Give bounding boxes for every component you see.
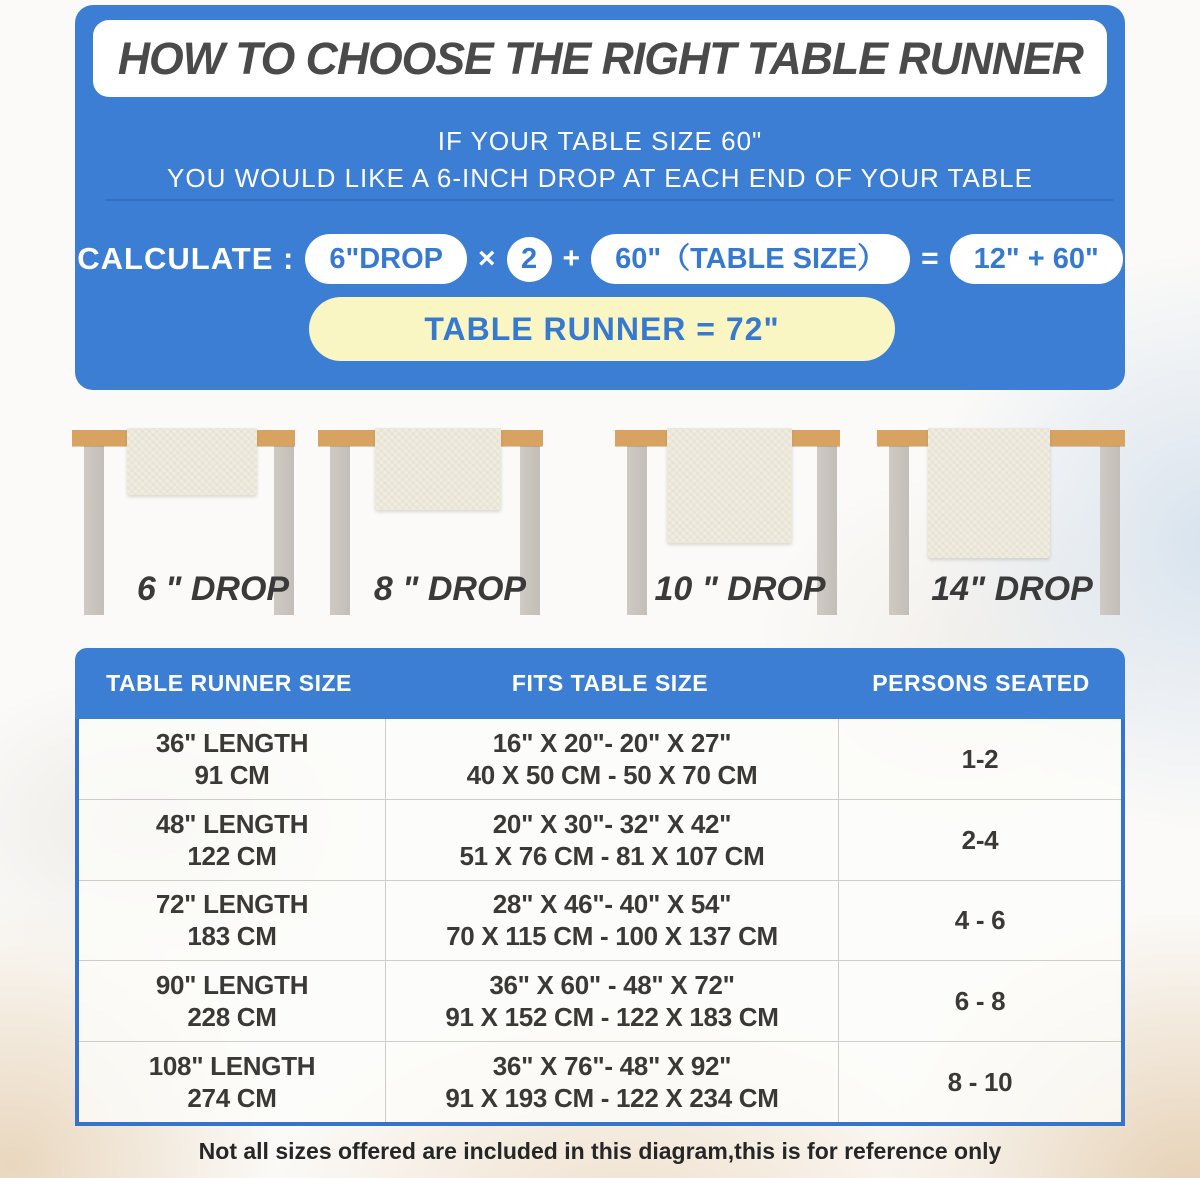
drop-label: 6 " DROP	[136, 570, 290, 608]
table-size-pill: 60"（TABLE SIZE）	[591, 234, 910, 284]
fits-size-inches: 20" X 30"- 32" X 42"	[492, 808, 732, 839]
fits-size-cm: 91 X 193 CM - 122 X 234 CM	[445, 1083, 779, 1114]
footnote: Not all sizes offered are included in this diagram,this is for reference only	[198, 1138, 1002, 1164]
runner-size-inches: 108" LENGTH	[148, 1051, 316, 1082]
fits-size-inches: 16" X 20"- 20" X 27"	[492, 727, 732, 758]
runner-size-cm: 274 CM	[187, 1083, 277, 1114]
multiplier-badge: 2	[507, 237, 552, 282]
runner-size-inches: 48" LENGTH	[155, 808, 309, 839]
page-title: HOW TO CHOOSE THE RIGHT TABLE RUNNER	[117, 32, 1083, 84]
persons-cell: 8 - 10	[947, 1067, 1013, 1098]
fits-size-cm: 40 X 50 CM - 50 X 70 CM	[466, 759, 758, 790]
persons-cell: 4 - 6	[954, 905, 1006, 936]
fits-size-cell	[386, 881, 839, 961]
runner-size-cell	[79, 800, 386, 880]
panel-divider	[105, 199, 1113, 201]
top-panel	[75, 5, 1125, 390]
fits-size-inches: 36" X 60" - 48" X 72"	[489, 970, 735, 1001]
fits-size-cell	[386, 800, 839, 880]
fits-size-cell	[386, 1042, 839, 1122]
plus-symbol: +	[562, 242, 581, 275]
fits-size-inches: 36" X 76"- 48" X 92"	[492, 1051, 732, 1082]
column-header-fits-table-size: FITS TABLE SIZE	[511, 670, 709, 696]
persons-cell: 2-4	[961, 824, 999, 855]
runner-size-cm: 228 CM	[187, 1002, 277, 1033]
title-banner	[93, 20, 1107, 97]
persons-cell: 6 - 8	[954, 986, 1006, 1017]
fits-size-cm: 91 X 152 CM - 122 X 183 CM	[445, 1002, 779, 1033]
runner-result-pill: TABLE RUNNER = 72"	[309, 297, 895, 361]
fits-size-inches: 28" X 46"- 40" X 54"	[492, 889, 732, 920]
equals-symbol: =	[921, 242, 939, 275]
runner-size-cell	[79, 961, 386, 1041]
table-runner	[928, 428, 1050, 558]
runner-size-cm: 91 CM	[194, 759, 270, 790]
subtitle-line-1: IF YOUR TABLE SIZE 60"	[437, 126, 763, 156]
subtitle-line-2: YOU WOULD LIKE A 6-INCH DROP AT EACH END OF YOUR TABLE	[167, 163, 1033, 193]
size-table-body	[75, 719, 1125, 1126]
calculate-label: CALCULATE :	[77, 241, 295, 276]
table-runner	[127, 428, 257, 495]
fits-size-cm: 70 X 115 CM - 100 X 137 CM	[446, 921, 778, 952]
drop-pill: 6"DROP	[305, 234, 467, 284]
runner-size-cm: 183 CM	[187, 921, 277, 952]
runner-size-inches: 36" LENGTH	[155, 727, 309, 758]
runner-size-inches: 72" LENGTH	[155, 889, 309, 920]
table-runner	[375, 428, 501, 510]
persons-cell: 1-2	[961, 743, 999, 774]
subtitle	[75, 123, 1125, 197]
drop-label: 10 " DROP	[654, 570, 826, 608]
size-table-header	[75, 648, 1125, 719]
drop-label: 14" DROP	[931, 570, 1093, 608]
fits-size-cm: 51 X 76 CM - 81 X 107 CM	[459, 840, 765, 871]
calculate-formula-row	[75, 233, 1125, 285]
table-row	[79, 961, 1121, 1042]
table-row	[79, 1042, 1121, 1122]
runner-size-inches: 90" LENGTH	[155, 970, 309, 1001]
table-row	[79, 800, 1121, 881]
fits-size-cell	[386, 719, 839, 799]
runner-size-cell	[79, 719, 386, 799]
runner-size-cell	[79, 1042, 386, 1122]
drop-label: 8 " DROP	[373, 570, 527, 608]
column-header-persons-seated: PERSONS SEATED	[872, 670, 1090, 696]
times-symbol: ×	[478, 242, 496, 275]
sum-pill: 12" + 60"	[950, 234, 1123, 284]
table-row	[79, 719, 1121, 800]
fits-size-cell	[386, 961, 839, 1041]
runner-size-cell	[79, 881, 386, 961]
column-header-runner-size: TABLE RUNNER SIZE	[106, 670, 352, 696]
table-row	[79, 881, 1121, 962]
runner-size-cm: 122 CM	[187, 840, 277, 871]
table-runner	[667, 428, 792, 543]
